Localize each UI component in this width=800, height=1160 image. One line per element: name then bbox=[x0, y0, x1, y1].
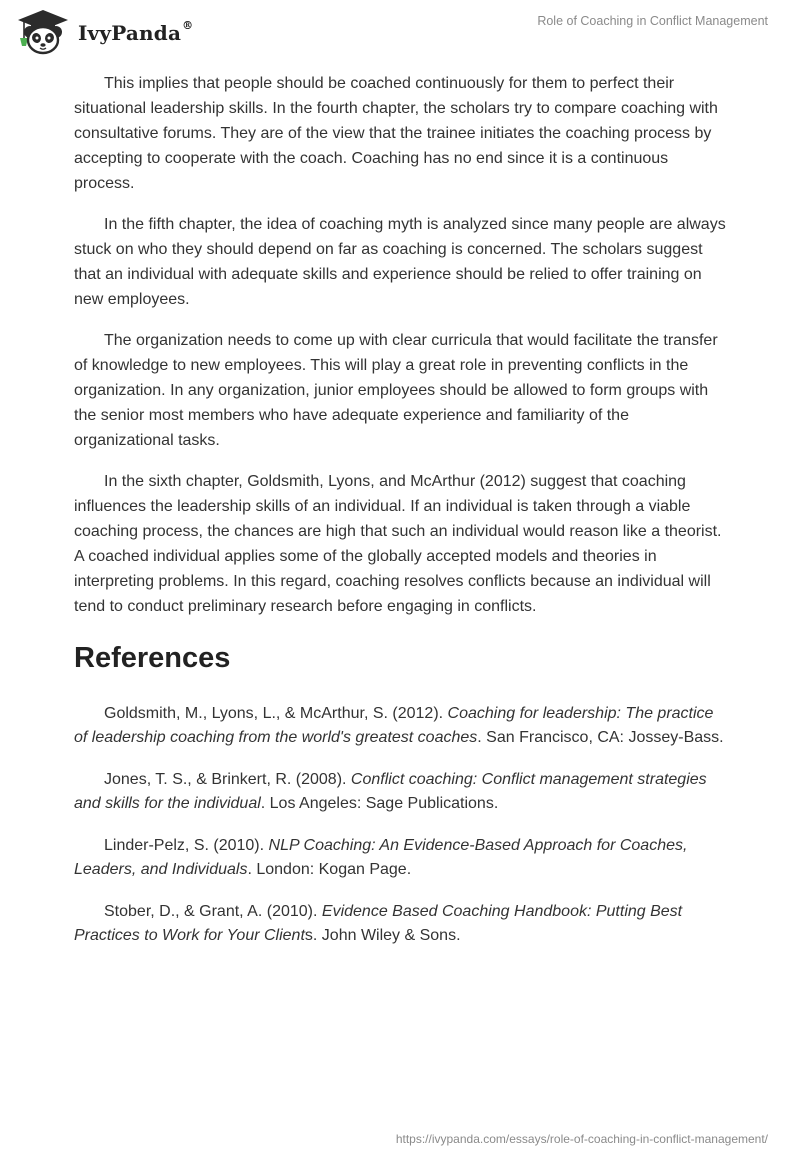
body-paragraph: In the fifth chapter, the idea of coaching myth is analyzed since many people are always stuck on who they should depend on far as coaching is concerned. The scholars suggest that an individual with adequate skills and experience should be relied to offer training on new employees. bbox=[74, 216, 726, 308]
reference-publisher: . London: Kogan Page. bbox=[247, 861, 412, 878]
reference-item bbox=[74, 768, 730, 816]
reference-title: NLP Coaching: An Evidence-Based Approach for Coaches, Leaders, and Individuals bbox=[74, 837, 688, 878]
reference-title: Conflict coaching: Conflict management strategies and skills for the individual bbox=[74, 771, 707, 812]
reference-item bbox=[74, 702, 730, 750]
reference-publisher: . San Francisco, CA: Jossey-Bass. bbox=[477, 729, 724, 746]
logo-wordmark bbox=[78, 21, 193, 45]
source-url[interactable]: https://ivypanda.com/essays/role-of-coaching-in-conflict-management/ bbox=[395, 1132, 768, 1146]
reference-title: Coaching for leadership: The practice of leadership coaching from the world's greatest coaches bbox=[74, 705, 714, 746]
reference-authors: Jones, T. S., & Brinkert, R. (2008). bbox=[104, 771, 351, 788]
logo-text: IvyPanda bbox=[78, 21, 182, 45]
reference-authors: Stober, D., & Grant, A. (2010). bbox=[104, 903, 322, 920]
body-paragraph: In the sixth chapter, Goldsmith, Lyons, and McArthur (2012) suggest that coaching influences the leadership skills of an individual. If an individual is taken through a viable coaching process, the chances are high that such an individual would reason like a theorist. A coached individual applies some of the globally accepted models and theories in interpreting problems. In this regard, coaching resolves conflicts because an individual will tend to conduct preliminary research before engaging in conflicts. bbox=[74, 473, 722, 615]
page-header bbox=[0, 0, 800, 60]
reference-title: Evidence Based Coaching Handbook: Putting Best Practices to Work for Your Client bbox=[74, 903, 683, 944]
body-paragraph: The organization needs to come up with clear curricula that would facilitate the transfer of knowledge to new employees. This will play a great role in preventing conflicts in the organization. In any organization, junior employees should be allowed to form groups with the senior most members who have adequate experience and familiarity of the organizational tasks. bbox=[74, 332, 718, 449]
reference-authors: Linder-Pelz, S. (2010). bbox=[104, 837, 269, 854]
running-title: Role of Coaching in Conflict Management bbox=[537, 14, 768, 28]
body-paragraph: This implies that people should be coached continuously for them to perfect their situational leadership skills. In the fourth chapter, the scholars try to compare coaching with consultative forums. They are of the view that the trainee initiates the coaching process by accepting to cooperate with the coach. Coaching has no end since it is a continuous process. bbox=[74, 75, 718, 192]
reference-publisher: . Los Angeles: Sage Publications. bbox=[260, 795, 499, 812]
ivypanda-logo[interactable] bbox=[14, 8, 193, 56]
reference-item bbox=[74, 834, 730, 882]
registered-mark: ® bbox=[182, 19, 194, 32]
reference-item bbox=[74, 900, 730, 948]
essay-content bbox=[74, 71, 730, 966]
panda-graduate-icon bbox=[14, 8, 72, 56]
references-heading: References bbox=[74, 642, 231, 674]
reference-authors: Goldsmith, M., Lyons, L., & McArthur, S. (2012). bbox=[104, 705, 448, 722]
reference-publisher: s. John Wiley & Sons. bbox=[304, 927, 461, 944]
